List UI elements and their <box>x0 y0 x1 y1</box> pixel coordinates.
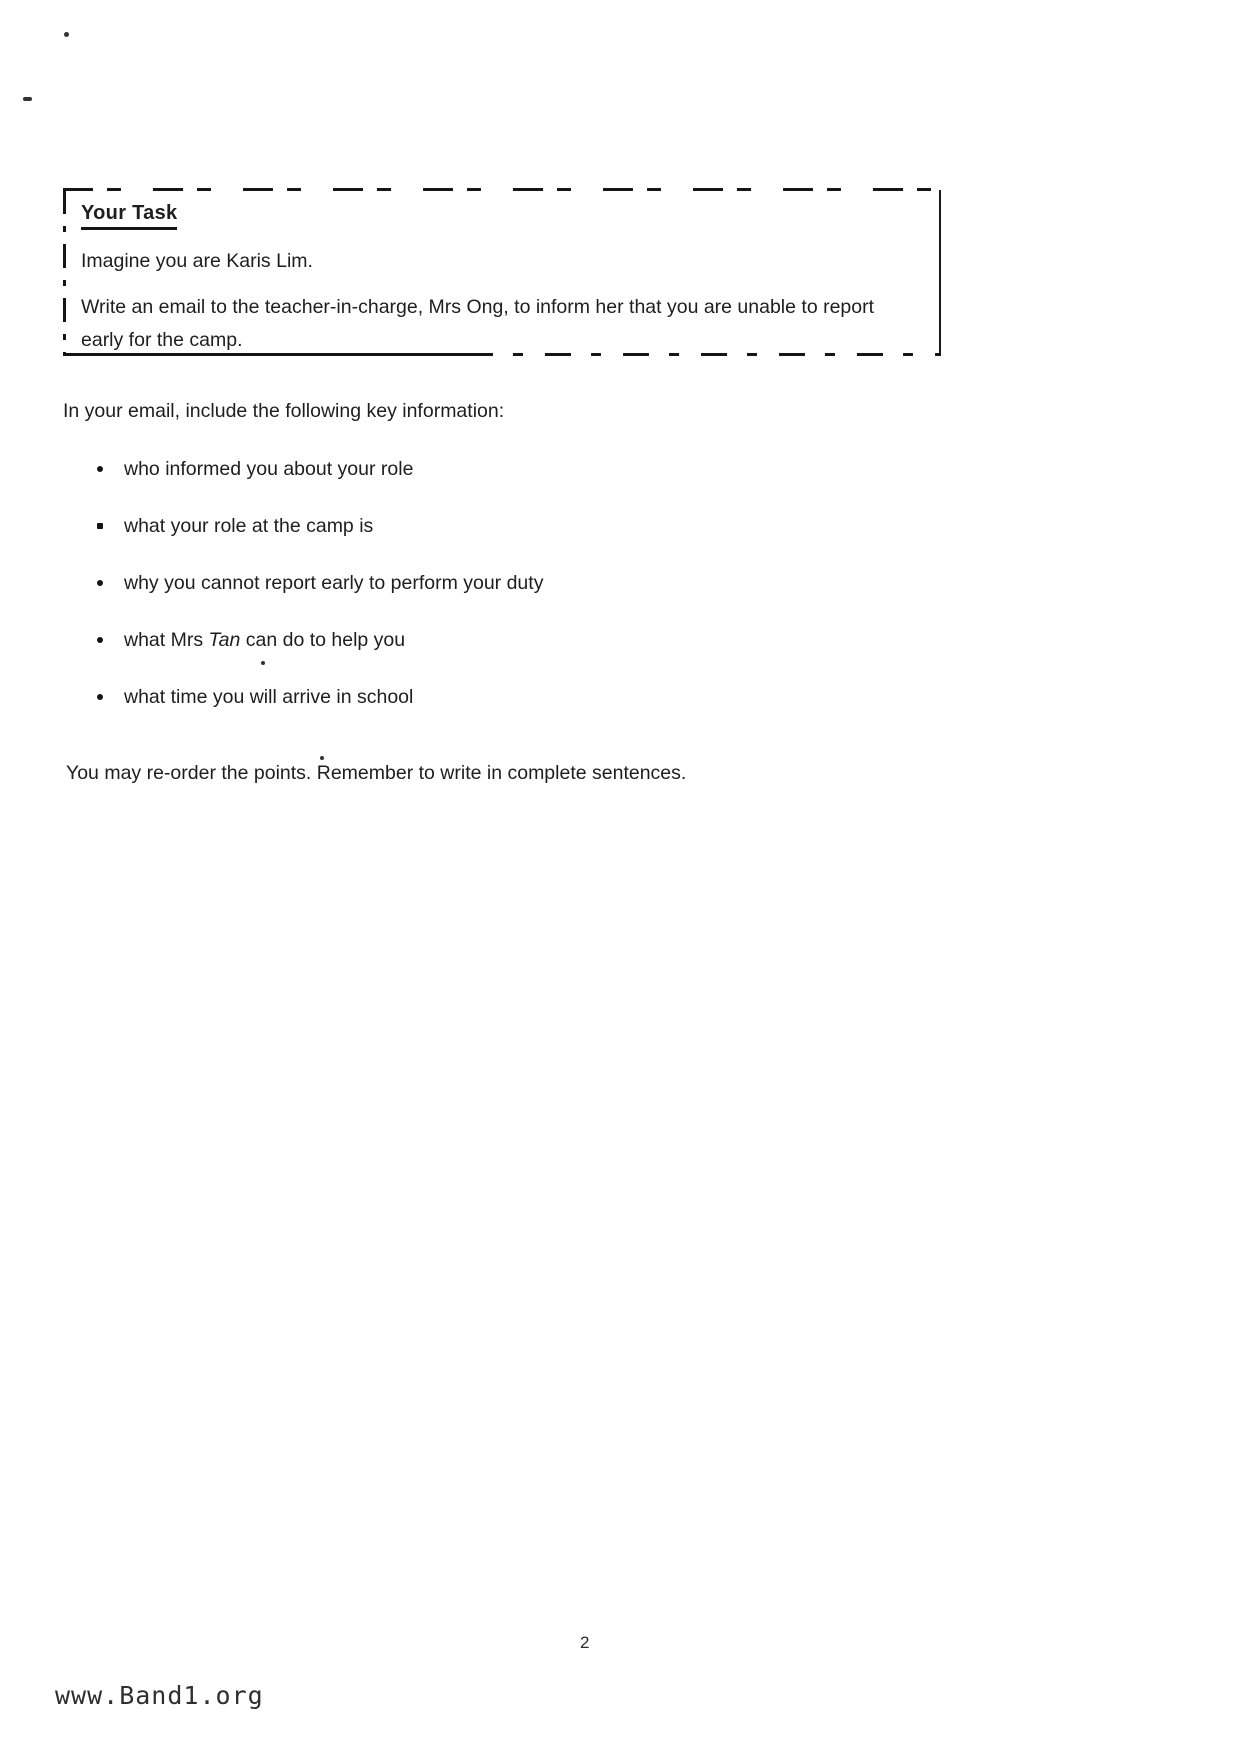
list-item-text-prefix: what Mrs <box>124 629 209 651</box>
task-box <box>63 188 941 356</box>
page-number: 2 <box>580 1633 590 1652</box>
scan-speck <box>261 661 265 665</box>
task-heading: Your Task <box>81 202 177 230</box>
email-intro-text: In your email, include the following key information: <box>63 400 505 422</box>
key-information-list <box>97 459 543 744</box>
bullet-icon <box>97 523 103 529</box>
list-item-text: why you cannot report early to perform your duty <box>124 572 544 594</box>
list-item <box>97 459 543 479</box>
task-box-border-right <box>939 190 941 354</box>
scan-speck <box>64 32 69 37</box>
closing-instruction: You may re-order the points. Remember to write in complete sentences. <box>66 762 687 784</box>
task-box-border-bottom <box>63 353 467 356</box>
list-item <box>97 687 543 707</box>
task-instruction-role: Imagine you are Karis Lim. <box>81 250 313 272</box>
bullet-icon <box>97 694 103 700</box>
scan-speck <box>23 97 32 101</box>
scan-speck <box>320 756 324 760</box>
task-box-border-top <box>63 188 941 191</box>
watermark-url: www.Band1.org <box>55 1681 264 1710</box>
list-item <box>97 573 543 593</box>
list-item-text: who informed you about your role <box>124 458 414 480</box>
teacher-name-italic: Tan <box>208 629 241 651</box>
list-item-text-suffix: can do to help you <box>240 629 406 651</box>
bullet-icon <box>97 466 103 472</box>
bullet-icon <box>97 580 103 586</box>
task-box-border-left <box>63 190 66 356</box>
list-item <box>97 516 543 536</box>
task-box-border-bottom-dashed <box>467 353 941 356</box>
list-item <box>97 630 543 650</box>
list-item-text: what time you will arrive in school <box>124 686 414 708</box>
task-instruction-email: Write an email to the teacher-in-charge, Mrs Ong, to inform her that you are unable to report early for the camp. <box>81 296 875 351</box>
list-item-text: what your role at the camp is <box>124 515 374 537</box>
bullet-icon <box>97 637 103 643</box>
